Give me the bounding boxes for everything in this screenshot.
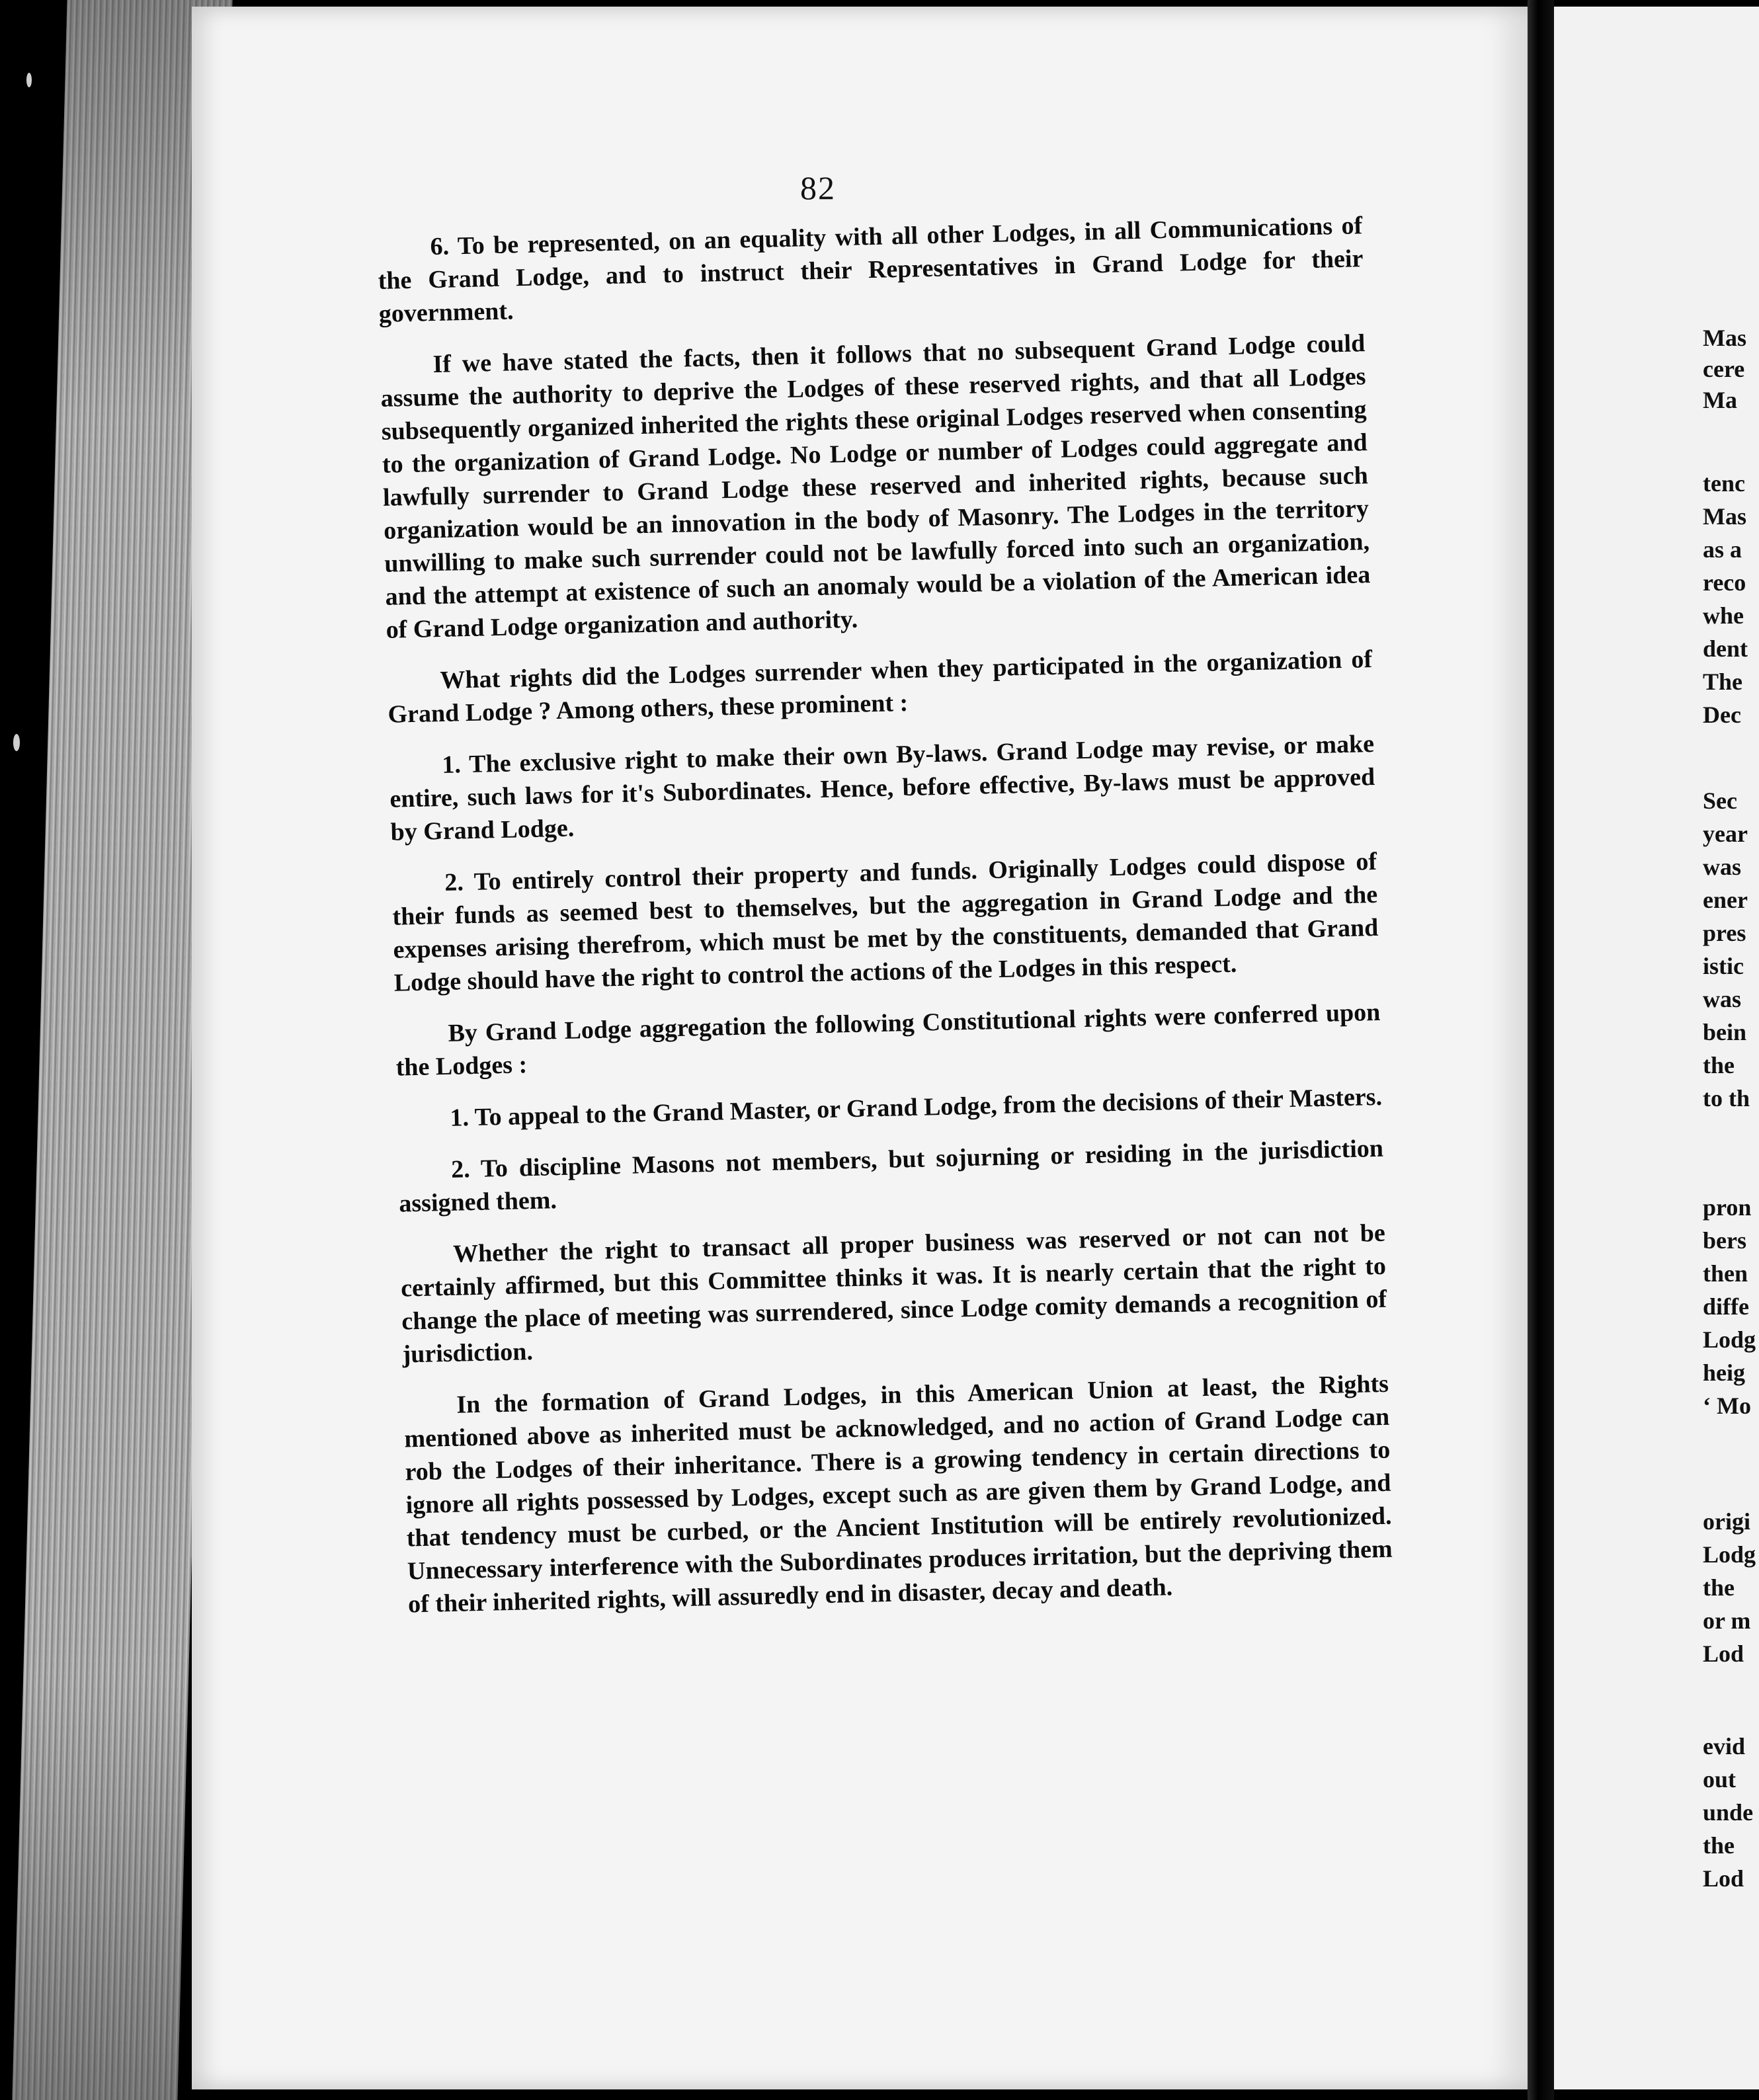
paragraph: 2. To discipline Masons not members, but sojurning or residing in the jurisdiction assigned them. [398,1134,1384,1218]
facing-fragment: ‘ Mo [1703,1393,1751,1419]
paragraph: In the formation of Grand Lodges, in this American Union at least, the Rights mentioned above as inherited must be acknowledged, and no action of Grand Lodge can rob the Lodges of their inheritance. There is a growing tendency in certain directions to ignore all rights possessed by Lodges, except such as are given them by Grand Lodge, and that tendency must be curbed, or the Ancient Institution will be entirely revolutionized. Unnecessary interference with the Subordinates produces irritation, but the depriving them of their inherited rights, will assuredly end in disaster, decay and death. [403,1369,1393,1619]
facing-fragment: the [1703,1574,1735,1601]
paragraph: If we have stated the facts, then it follows that no subsequent Grand Lodge could assume the authority to deprive the Lodges of these reserved rights, and that all Lodges subsequently organized inherited the rights these original Lodges reserved when consenting to the organization of Grand Lodge. No Lodge or number of Lodges could aggregate and lawfully surrender to Grand Lodge these reserved and inherited rights, because such organization would be an innovation in the body of Masonry. The Lodges in the territory unwilling to make such surrender could not be lawfully forced into such an organization, and the attempt at existence of such an anomaly would be a violation of the American idea of Grand Lodge organization and authority. [380,329,1371,644]
facing-fragment: dent [1703,635,1748,662]
facing-fragment: ener [1703,887,1748,913]
paragraph: Whether the right to transact all proper business was reserved or not can not be certainly affirmed, but this Committee thinks it was. It is nearly certain that the right to change the place of meeting was surrendered, since Lodge comity demands a recognition of jurisdiction. [400,1219,1387,1369]
facing-fragment: Mas [1703,503,1746,530]
paragraph: 1. The exclusive right to make their own By-laws. Grand Lodge may revise, or make entire, such laws for it's Subordinates. Hence, before effective, By-laws must be approved by Grand Lodge. [389,729,1375,846]
scan-speck [13,734,20,751]
page-number: 82 [800,169,836,206]
facing-fragment: the [1703,1052,1735,1078]
facing-fragment: istic [1703,953,1744,979]
facing-fragment: bein [1703,1019,1747,1045]
facing-fragment: The [1703,668,1743,695]
facing-fragment: reco [1703,569,1746,596]
facing-page [1554,7,1759,2089]
facing-fragment: origi [1703,1508,1750,1535]
facing-fragment: Lod [1703,1640,1744,1667]
facing-fragment: the [1703,1832,1735,1859]
facing-fragment: Lod [1703,1865,1744,1892]
page-body [377,209,1394,1639]
paragraph: 1. To appeal to the Grand Master, or Grand Lodge, from the decisions of their Masters. [449,1082,1383,1132]
facing-fragment: to th [1703,1085,1750,1111]
scan-speck [26,73,32,87]
facing-fragment: was [1703,854,1742,880]
facing-fragment: year [1703,821,1748,847]
facing-fragment: unde [1703,1799,1754,1826]
facing-fragment: tenc [1703,470,1745,497]
paragraph: 6. To be represented, on an equality with all other Lodges, in all Communications of the Grand Lodge, and to instruct their Representatives in Grand Lodge for their government. [378,212,1364,328]
facing-fragment: evid [1703,1733,1746,1759]
paragraph: 2. To entirely control their property and funds. Originally Lodges could dispose of their funds as seemed best to themselves, but the aggregation in Grand Lodge and the expenses arising therefrom, which must be met by the constituents, demanded that Grand Lodge should have the right to control the actions of the Lodges in this respect. [392,847,1379,997]
facing-fragment: whe [1703,602,1744,629]
facing-fragment: was [1703,986,1742,1012]
paragraph: What rights did the Lodges surrender when they participated in the organization of Grand Lodge ? Among others, these prominent : [388,645,1373,729]
facing-fragment: cere [1703,356,1745,382]
facing-fragment: diffe [1703,1293,1749,1320]
paragraph: By Grand Lodge aggregation the following Constitutional rights were conferred upon the Lodges : [395,998,1381,1082]
facing-fragment: as a [1703,536,1742,563]
facing-fragment: Mas [1703,325,1746,351]
facing-fragment: Lodg [1703,1326,1756,1353]
facing-fragment: pron [1703,1194,1752,1221]
facing-fragment: Dec [1703,702,1741,728]
facing-fragment: Ma [1703,387,1737,413]
facing-fragment: bers [1703,1227,1746,1254]
book-gutter [1528,0,1554,2100]
facing-fragment: Sec [1703,788,1737,814]
facing-fragment: then [1703,1260,1748,1287]
facing-fragment: heig [1703,1359,1746,1386]
facing-fragment: Lodg [1703,1541,1756,1568]
facing-fragment: out [1703,1766,1737,1793]
facing-fragment: pres [1703,920,1746,946]
facing-fragment: or m [1703,1607,1751,1634]
